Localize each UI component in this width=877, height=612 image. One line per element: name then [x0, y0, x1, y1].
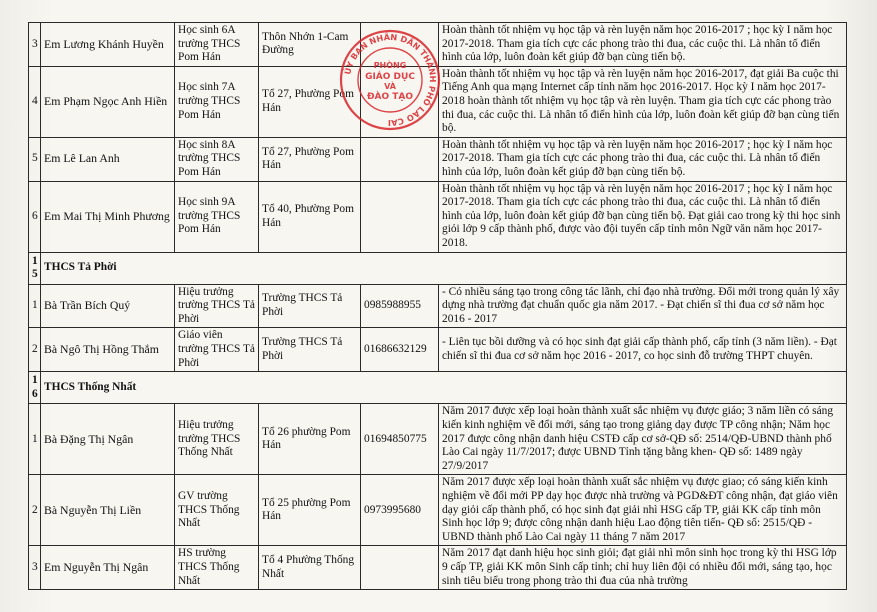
table-row	[29, 181, 847, 252]
position-cell: HS trường THCS Thống Nhất	[175, 546, 259, 590]
position-cell: Hiệu trưởng trường THCS Tả Phời	[175, 284, 259, 328]
address-cell: Tổ 4 Phường Thống Nhất	[259, 546, 361, 590]
achievement-cell: - Có nhiều sáng tạo trong công tác lãnh, chỉ đạo nhà trường. Đổi mới trong quản lý xây dựng nhà trường đạt chuẩn quốc gia năm 2017. - Đạt chiến sĩ thi đua cơ sở năm học 2016 - 2017	[439, 284, 847, 328]
phone-cell: 01686632129	[361, 328, 439, 372]
table-row	[29, 404, 847, 475]
stamp-center-line-4: ĐÀO TẠO	[366, 92, 414, 102]
position-cell: GV trường THCS Thống Nhất	[175, 475, 259, 546]
row-number: 4	[29, 66, 41, 137]
person-name: Em Phạm Ngọc Anh Hiền	[41, 66, 175, 137]
address-cell: Tổ 27, Phường Pom Hán	[259, 137, 361, 181]
table-row	[29, 546, 847, 590]
position-cell: Học sinh 9A trường THCS Pom Hán	[175, 181, 259, 252]
achievement-cell: Năm 2017 đạt danh hiệu học sinh giỏi; đạt giải nhì môn sinh học trong kỳ thi HSG lớp 9 cấp TP, giải KK môn Sinh cấp tỉnh; chỉ huy liên đội có nhiều đổi mới, sáng tạo, học sinh tiêu biểu trong phong trào thi đua của nhà trường	[439, 546, 847, 590]
row-number: 1	[29, 404, 41, 475]
stamp-center-line-2: GIÁO DỤC	[365, 72, 415, 82]
phone-cell: 0973995680	[361, 475, 439, 546]
table-body	[29, 23, 847, 590]
section-row	[29, 252, 847, 284]
table-row	[29, 328, 847, 372]
row-number: 6	[29, 181, 41, 252]
phone-cell	[361, 181, 439, 252]
person-name: Bà Đặng Thị Ngân	[41, 404, 175, 475]
address-cell: Trường THCS Tả Phời	[259, 284, 361, 328]
row-number: 5	[29, 137, 41, 181]
address-cell: Tổ 26 phường Pom Hán	[259, 404, 361, 475]
person-name: Bà Nguyễn Thị Liền	[41, 475, 175, 546]
stamp-center-line-3: VÀ	[384, 82, 396, 91]
person-name: Em Lê Lan Anh	[41, 137, 175, 181]
row-number: 3	[29, 546, 41, 590]
achievement-cell: Hoàn thành tốt nhiệm vụ học tập và rèn luyện năm học 2016-2017 ; học kỳ I năm học 2017-2018. Tham gia tích cực các phong trào thi đua, các cuộc thi. Là nhân tố điển hình của lớp, luôn đoàn kết giúp đỡ bạn cùng tiến bộ. Đạt giải cao trong kỳ thi học sinh giỏi lớp 9 cấp thành phố, được vào đội tuyển cấp tỉnh môn Ngữ văn năm học 2017-2018.	[439, 181, 847, 252]
table-row	[29, 137, 847, 181]
section-row	[29, 372, 847, 404]
address-cell: Thôn Nhớn 1-Cam Đường	[259, 23, 361, 67]
phone-cell: 0985988955	[361, 284, 439, 328]
person-name: Em Mai Thị Minh Phương	[41, 181, 175, 252]
section-number: 15	[29, 252, 41, 284]
position-cell: Hiệu trưởng trường THCS Thống Nhất	[175, 404, 259, 475]
achievement-cell: Hoàn thành tốt nhiệm vụ học tập và rèn luyện năm học 2016-2017 ; học kỳ I năm học 2017-2018. Tham gia tích cực các phong trào thi đua, các cuộc thi. Là nhân tố điển hình của lớp, luôn đoàn kết giúp đỡ bạn cùng tiến bộ.	[439, 137, 847, 181]
address-cell: Tổ 27, Phường Pom Hán	[259, 66, 361, 137]
achievement-cell: Hoàn thành tốt nhiệm vụ học tập và rèn luyện năm học 2016-2017, đạt giải Ba cuộc thi Tiếng Anh qua mạng Internet cấp tỉnh năm học 2016-2017. Học kỳ I năm học 2017-2018 hoàn thành tốt nhiệm vụ học tập và rèn luyện. Tham gia tích cực các phong trào thi đua, các cuộc thi. Là nhân tố điển hình của lớp, luôn đoàn kết giúp đỡ bạn cùng tiến bộ.	[439, 66, 847, 137]
position-cell: Học sinh 6A trường THCS Pom Hán	[175, 23, 259, 67]
row-number: 3	[29, 23, 41, 67]
achievement-cell: Năm 2017 được xếp loại hoàn thành xuất sắc nhiệm vụ được giao; có sáng kiến kinh nghiệm về đổi mới PP dạy học được nhà trường và PGD&ĐT công nhận, đạt giáo viên dạy giỏi cấp thành phố, có học sinh đạt giải nhì HSG cấp TP, giải KK cấp tỉnh môn Sinh học lớp 9; được công nhận danh hiệu Lao động tiên tiến- QĐ số: 2515/QĐ - UBND thành phố Lào Cai ngày 11 tháng 7 năm 2017	[439, 475, 847, 546]
section-number: 16	[29, 372, 41, 404]
position-cell: Học sinh 7A trường THCS Pom Hán	[175, 66, 259, 137]
table-row	[29, 475, 847, 546]
achievement-cell: Năm 2017 được xếp loại hoàn thành xuất sắc nhiệm vụ được giáo; 3 năm liền có sáng kiến kinh nghiệm về đổi mới, sáng tạo trong giảng dạy được TP công nhận; Năm học 2017 được công nhận danh hiệu CSTĐ cấp cơ sở-QĐ số: 2514/QĐ-UBND thành phố Lào Cai ngày 11/7/2017; được UBND Tỉnh tặng bằng khen- QĐ số: 1489 ngày 27/9/2017	[439, 404, 847, 475]
table-row	[29, 284, 847, 328]
row-number: 1	[29, 284, 41, 328]
phone-cell	[361, 137, 439, 181]
person-name: Bà Ngô Thị Hồng Thắm	[41, 328, 175, 372]
phone-cell	[361, 23, 439, 67]
person-name: Em Nguyễn Thị Ngân	[41, 546, 175, 590]
stamp-ring-text: ỦY BAN NHÂN DÂN THÀNH PHỐ LÀO CAI	[342, 31, 439, 129]
phone-cell	[361, 546, 439, 590]
table-row	[29, 23, 847, 67]
position-cell: Giáo viên trường THCS Tả Phời	[175, 328, 259, 372]
person-name: Em Lương Khánh Huyền	[41, 23, 175, 67]
table-row	[29, 66, 847, 137]
phone-cell	[361, 66, 439, 137]
address-cell: Trường THCS Tả Phời	[259, 328, 361, 372]
position-cell: Học sinh 8A trường THCS Pom Hán	[175, 137, 259, 181]
phone-cell: 01694850775	[361, 404, 439, 475]
address-cell: Tổ 25 phường Pom Hán	[259, 475, 361, 546]
stamp-center-line-1: PHÒNG	[373, 61, 407, 70]
commendation-table	[28, 22, 847, 590]
row-number: 2	[29, 475, 41, 546]
section-title: THCS Tả Phời	[41, 252, 847, 284]
achievement-cell: Hoàn thành tốt nhiệm vụ học tập và rèn luyện năm học 2016-2017 ; học kỳ I năm học 2017-2018. Tham gia tích cực các phong trào thi đua, các cuộc thi. Là nhân tố điển hình của lớp, luôn đoàn kết giúp đỡ bạn cùng tiến bộ.	[439, 23, 847, 67]
address-cell: Tổ 40, Phường Pom Hán	[259, 181, 361, 252]
row-number: 2	[29, 328, 41, 372]
section-title: THCS Thống Nhất	[41, 372, 847, 404]
achievement-cell: - Liên tục bồi dưỡng và có học sinh đạt giải cấp thành phố, cấp tỉnh (3 năm liền). - Đạt chiến sĩ thi đua cơ sở năm học 2016 - 2017, co học sinh đỗ trường THPT chuyên.	[439, 328, 847, 372]
person-name: Bà Trần Bích Quý	[41, 284, 175, 328]
